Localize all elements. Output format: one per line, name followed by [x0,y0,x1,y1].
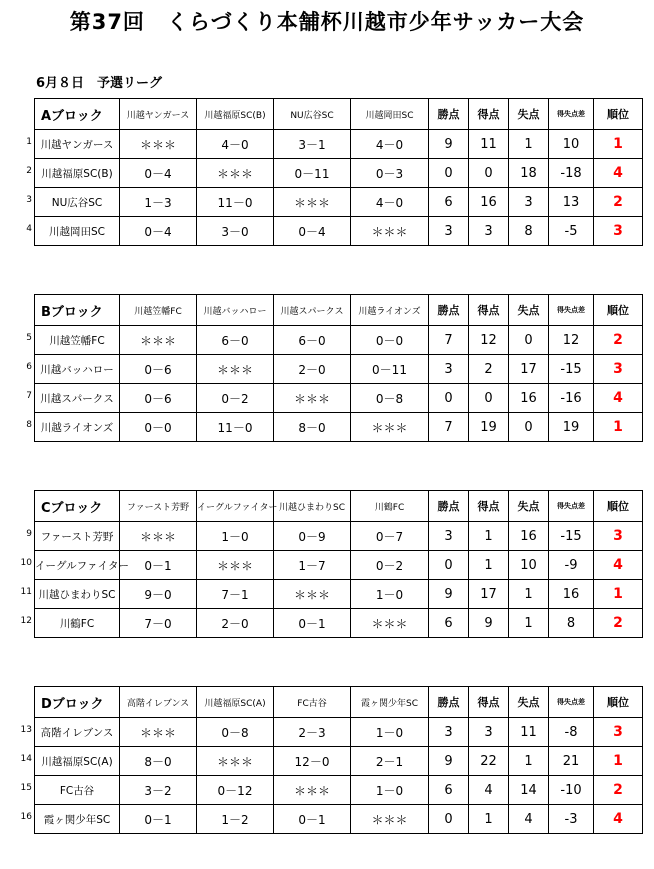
header-row [35,687,643,718]
goal-difference-cell: -10 [549,776,594,805]
match-result: ＊＊＊ [274,776,351,805]
team-name: 川越バッハロー [35,355,120,384]
match-result: 0－1 [274,805,351,834]
points-cell: 6 [429,188,469,217]
column-header-stat: 勝点 [429,295,469,326]
column-header-team: 川越スパークス [274,295,351,326]
match-result: 0－9 [274,522,351,551]
league-block [20,490,642,638]
table-row [35,747,643,776]
goals-against-cell: 1 [509,747,549,776]
goals-against-cell: 0 [509,413,549,442]
team-name: 川越ヤンガース [35,130,120,159]
header-row [35,99,643,130]
rank-cell: 4 [594,159,643,188]
table-row [35,130,643,159]
table-row [35,217,643,246]
match-result: 8－0 [120,747,197,776]
column-header-team: 川越バッハロー [197,295,274,326]
points-cell: 0 [429,384,469,413]
team-name: 高階イレブンス [35,718,120,747]
match-result: ＊＊＊ [120,718,197,747]
rank-cell: 1 [594,747,643,776]
team-name: 川越福原SC(A) [35,747,120,776]
goal-difference-cell: -5 [549,217,594,246]
points-cell: 3 [429,217,469,246]
match-result: 3－2 [120,776,197,805]
page-title: 第37回 くらづくり本舗杯川越市少年サッカー大会 [69,10,585,34]
match-result: ＊＊＊ [351,217,429,246]
match-result: 4－0 [197,130,274,159]
rank-cell: 1 [594,413,643,442]
standings-table [34,294,643,442]
points-cell: 9 [429,130,469,159]
column-header-team: 川越ヤンガース [120,99,197,130]
goal-difference-cell: 13 [549,188,594,217]
match-result: 0－8 [197,718,274,747]
league-block [26,294,642,442]
goal-difference-cell: -9 [549,551,594,580]
goals-against-cell: 1 [509,609,549,638]
match-result: 6－0 [274,326,351,355]
column-header-team: 川越笠幡FC [120,295,197,326]
goals-against-cell: 17 [509,355,549,384]
column-header-stat: 得点 [469,491,509,522]
column-header-stat: 得点 [469,295,509,326]
goals-for-cell: 22 [469,747,509,776]
column-header-stat: 失点 [509,295,549,326]
goals-against-cell: 0 [509,326,549,355]
points-cell: 6 [429,609,469,638]
column-header-team: 川鶴FC [351,491,429,522]
team-name: 川鶴FC [35,609,120,638]
column-header-stat: 失点 [509,491,549,522]
table-row [35,776,643,805]
goal-difference-cell: 16 [549,580,594,609]
match-result: 0－3 [351,159,429,188]
block-name: Cブロック [35,491,120,522]
match-result: 0－0 [120,413,197,442]
header-row [35,295,643,326]
rank-cell: 3 [594,217,643,246]
match-result: 1－0 [351,776,429,805]
match-result: ＊＊＊ [197,159,274,188]
table-row [35,413,643,442]
column-header-stat: 得失点差 [549,99,594,130]
points-cell: 7 [429,413,469,442]
goals-for-cell: 0 [469,159,509,188]
team-name: 川越福原SC(B) [35,159,120,188]
column-header-stat: 順位 [594,687,643,718]
goals-against-cell: 18 [509,159,549,188]
match-result: 0－2 [351,551,429,580]
match-result: 0－6 [120,384,197,413]
points-cell: 7 [429,326,469,355]
rank-cell: 2 [594,609,643,638]
match-result: 0－11 [274,159,351,188]
match-result: 9－0 [120,580,197,609]
points-cell: 3 [429,718,469,747]
goal-difference-cell: 12 [549,326,594,355]
match-result: 1－0 [351,718,429,747]
match-result: 3－1 [274,130,351,159]
goals-against-cell: 4 [509,805,549,834]
goals-against-cell: 8 [509,217,549,246]
row-number: 3 [26,195,32,205]
goal-difference-cell: -18 [549,159,594,188]
team-name: 霞ヶ関少年SC [35,805,120,834]
column-header-team: 川越ライオンズ [351,295,429,326]
match-result: 0－8 [351,384,429,413]
goal-difference-cell: -15 [549,522,594,551]
goals-for-cell: 9 [469,609,509,638]
column-header-team: ファースト芳野 [120,491,197,522]
goals-for-cell: 11 [469,130,509,159]
table-row [35,326,643,355]
block-name: Bブロック [35,295,120,326]
match-result: ＊＊＊ [274,384,351,413]
column-header-team: 川越岡田SC [351,99,429,130]
match-result: ＊＊＊ [197,355,274,384]
column-header-stat: 得点 [469,99,509,130]
table-row [35,580,643,609]
match-result: ＊＊＊ [120,522,197,551]
match-result: 6－0 [197,326,274,355]
team-name: 川越ライオンズ [35,413,120,442]
goals-against-cell: 1 [509,130,549,159]
match-result: 4－0 [351,130,429,159]
match-result: ＊＊＊ [274,580,351,609]
section-subtitle: 6月８日 予選リーグ [36,76,163,91]
points-cell: 9 [429,747,469,776]
match-result: 0－0 [351,326,429,355]
match-result: ＊＊＊ [351,413,429,442]
goal-difference-cell: -15 [549,355,594,384]
points-cell: 6 [429,776,469,805]
goals-for-cell: 1 [469,551,509,580]
match-result: 1－2 [197,805,274,834]
rank-cell: 1 [594,580,643,609]
match-result: 0－4 [274,217,351,246]
goals-for-cell: 1 [469,522,509,551]
goals-for-cell: 3 [469,217,509,246]
points-cell: 3 [429,355,469,384]
match-result: 1－7 [274,551,351,580]
team-name: FC古谷 [35,776,120,805]
goals-against-cell: 16 [509,384,549,413]
goals-against-cell: 1 [509,580,549,609]
goals-for-cell: 16 [469,188,509,217]
match-result: ＊＊＊ [120,326,197,355]
match-result: 11－0 [197,413,274,442]
row-number: 6 [26,362,32,372]
match-result: 4－0 [351,188,429,217]
column-header-stat: 失点 [509,687,549,718]
match-result: 11－0 [197,188,274,217]
goals-for-cell: 3 [469,718,509,747]
team-name: 川越スパークス [35,384,120,413]
rank-cell: 4 [594,384,643,413]
rank-cell: 1 [594,130,643,159]
column-header-stat: 失点 [509,99,549,130]
row-number: 11 [20,587,32,597]
match-result: 7－1 [197,580,274,609]
row-number: 2 [26,166,32,176]
points-cell: 0 [429,159,469,188]
match-result: 0－1 [120,805,197,834]
match-result: 3－0 [197,217,274,246]
match-result: ＊＊＊ [197,747,274,776]
column-header-team: 川越福原SC(B) [197,99,274,130]
goal-difference-cell: -3 [549,805,594,834]
points-cell: 0 [429,551,469,580]
match-result: 0－4 [120,159,197,188]
column-header-team: 川越ひまわりSC [274,491,351,522]
column-header-team: 霞ヶ関少年SC [351,687,429,718]
match-result: 1－0 [351,580,429,609]
table-row [35,355,643,384]
block-name: Dブロック [35,687,120,718]
column-header-stat: 順位 [594,99,643,130]
column-header-team: イーグルファイター [197,491,274,522]
column-header-stat: 得点 [469,687,509,718]
goals-against-cell: 10 [509,551,549,580]
column-header-stat: 得失点差 [549,491,594,522]
row-number: 1 [26,137,32,147]
rank-cell: 4 [594,551,643,580]
goal-difference-cell: 8 [549,609,594,638]
table-row [35,522,643,551]
team-name: イーグルファイター [35,551,120,580]
goals-against-cell: 14 [509,776,549,805]
rank-cell: 3 [594,522,643,551]
points-cell: 0 [429,805,469,834]
match-result: 0－7 [351,522,429,551]
goals-for-cell: 2 [469,355,509,384]
row-number: 10 [20,558,32,568]
rank-cell: 2 [594,326,643,355]
match-result: 1－0 [197,522,274,551]
match-result: 0－4 [120,217,197,246]
match-result: 2－0 [274,355,351,384]
table-row [35,384,643,413]
match-result: 0－1 [274,609,351,638]
goals-against-cell: 11 [509,718,549,747]
match-result: 2－3 [274,718,351,747]
goals-for-cell: 12 [469,326,509,355]
match-result: 8－0 [274,413,351,442]
match-result: 0－12 [197,776,274,805]
team-name: NU広谷SC [35,188,120,217]
goals-for-cell: 0 [469,384,509,413]
table-row [35,609,643,638]
match-result: ＊＊＊ [274,188,351,217]
standings-table [34,490,643,638]
goals-for-cell: 19 [469,413,509,442]
team-name: 川越岡田SC [35,217,120,246]
row-number: 13 [20,725,32,735]
match-result: ＊＊＊ [351,805,429,834]
match-result: ＊＊＊ [120,130,197,159]
row-number: 15 [20,783,32,793]
row-number: 7 [26,391,32,401]
rank-cell: 4 [594,805,643,834]
match-result: 2－1 [351,747,429,776]
row-number: 12 [20,616,32,626]
row-number: 16 [20,812,32,822]
match-result: ＊＊＊ [197,551,274,580]
row-number: 4 [26,224,32,234]
goal-difference-cell: -16 [549,384,594,413]
table-row [35,718,643,747]
goals-for-cell: 1 [469,805,509,834]
column-header-team: 高階イレブンス [120,687,197,718]
team-name: 川越ひまわりSC [35,580,120,609]
match-result: 7－0 [120,609,197,638]
goal-difference-cell: 10 [549,130,594,159]
table-row [35,159,643,188]
rank-cell: 2 [594,188,643,217]
standings-table [34,686,643,834]
goal-difference-cell: 21 [549,747,594,776]
row-number: 8 [26,420,32,430]
match-result: 2－0 [197,609,274,638]
goals-for-cell: 4 [469,776,509,805]
table-row [35,188,643,217]
column-header-team: FC古谷 [274,687,351,718]
rank-cell: 3 [594,355,643,384]
points-cell: 3 [429,522,469,551]
match-result: 1－3 [120,188,197,217]
row-number: 14 [20,754,32,764]
goals-for-cell: 17 [469,580,509,609]
table-row [35,551,643,580]
league-block [26,98,642,246]
goals-against-cell: 16 [509,522,549,551]
column-header-stat: 順位 [594,491,643,522]
column-header-stat: 順位 [594,295,643,326]
row-number: 5 [26,333,32,343]
team-name: 川越笠幡FC [35,326,120,355]
match-result: 0－1 [120,551,197,580]
match-result: 0－11 [351,355,429,384]
rank-cell: 2 [594,776,643,805]
goals-against-cell: 3 [509,188,549,217]
league-block [20,686,642,834]
column-header-stat: 得失点差 [549,295,594,326]
column-header-stat: 得失点差 [549,687,594,718]
team-name: ファースト芳野 [35,522,120,551]
match-result: 0－6 [120,355,197,384]
match-result: 12－0 [274,747,351,776]
table-row [35,805,643,834]
block-name: Aブロック [35,99,120,130]
goal-difference-cell: 19 [549,413,594,442]
row-number: 9 [26,529,32,539]
match-result: ＊＊＊ [351,609,429,638]
points-cell: 9 [429,580,469,609]
column-header-team: NU広谷SC [274,99,351,130]
header-row [35,491,643,522]
rank-cell: 3 [594,718,643,747]
goal-difference-cell: -8 [549,718,594,747]
column-header-stat: 勝点 [429,99,469,130]
standings-table [34,98,643,246]
column-header-team: 川越福原SC(A) [197,687,274,718]
column-header-stat: 勝点 [429,687,469,718]
match-result: 0－2 [197,384,274,413]
column-header-stat: 勝点 [429,491,469,522]
